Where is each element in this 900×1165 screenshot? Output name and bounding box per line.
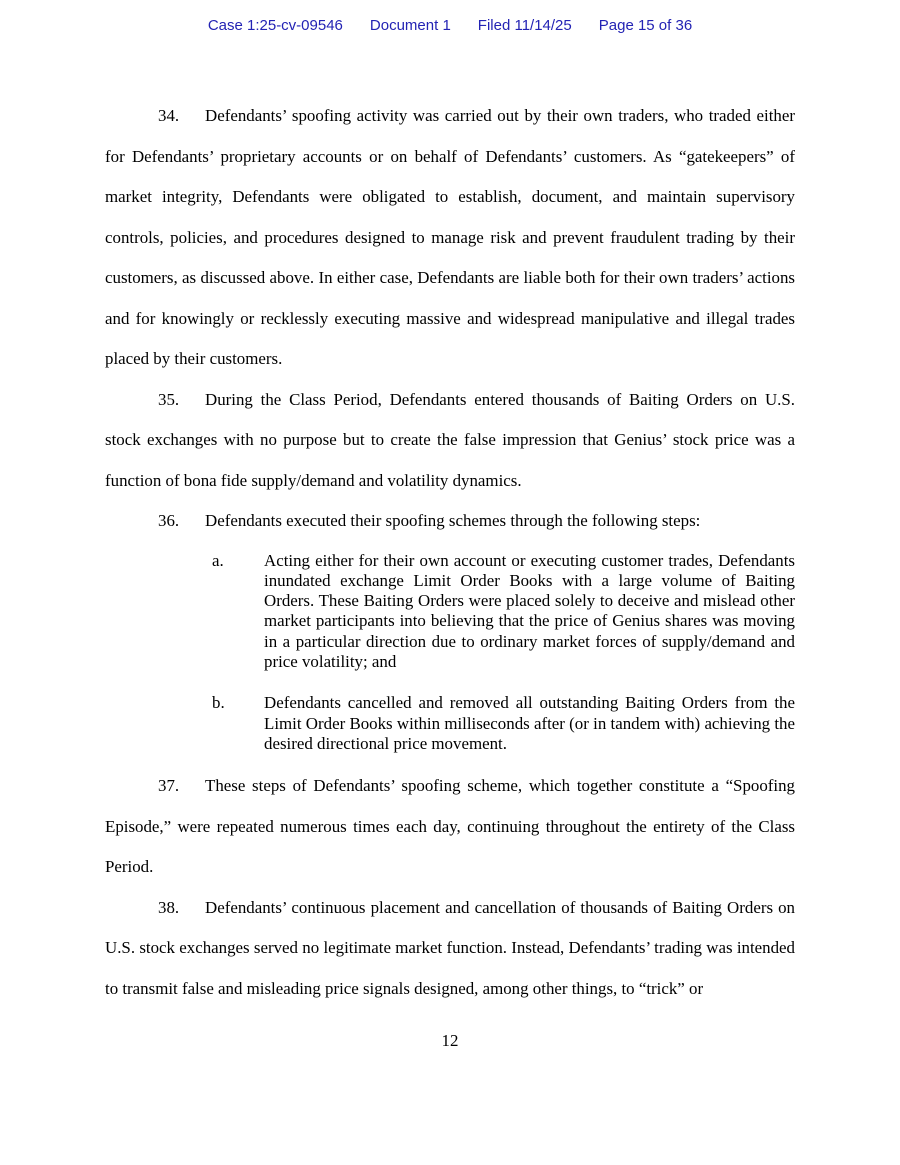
paragraph-35-text: During the Class Period, Defendants entered thousands of Baiting Orders on U.S. stock exchanges with no purpose but to create the false impression that Genius’ stock price was a function of bona fide supply/demand and volatility dynamics. <box>105 389 795 490</box>
sub-item-b <box>212 693 795 754</box>
paragraph-35-number: 35. <box>158 389 180 409</box>
paragraph-37-text: These steps of Defendants’ spoofing scheme, which together constitute a “Spoofing Episode,” were repeated numerous times each day, continuing throughout the entirety of the Class Period. <box>105 776 795 877</box>
paragraph-37-number: 37. <box>158 776 180 796</box>
filed-date: Filed 11/14/25 <box>477 17 572 34</box>
paragraph-34-number: 34. <box>158 106 180 125</box>
court-stamp-header <box>0 17 900 34</box>
document-number: Document 1 <box>369 17 451 34</box>
sub-item-b-text: Defendants cancelled and removed all outstanding Baiting Orders from the Limit Order Books within milliseconds after (or in tandem with) achieving the desired directional price movement. <box>264 693 795 753</box>
paragraph-36-text: Defendants executed their spoofing schemes through the following steps: <box>205 511 701 530</box>
sub-item-b-letter: b. <box>212 693 225 713</box>
sub-item-a-text: Acting either for their own account or executing customer trades, Defendants inundated exchange Limit Order Books with a large volume of Baiting Orders. These Baiting Orders were placed solely to deceive and mislead other market participants into believing that the price of Genius shares was moving in a particular direction due to ordinary market forces of supply/demand and price volatility; and <box>264 550 795 671</box>
paragraph-36-number: 36. <box>158 511 180 530</box>
page-of-pages: Page 15 of 36 <box>598 17 693 34</box>
paragraph-34 <box>105 96 795 380</box>
paragraph-38 <box>105 888 795 1010</box>
paragraph-36 <box>105 501 795 542</box>
paragraph-38-text: Defendants’ continuous placement and cancellation of thousands of Baiting Orders on U.S. stock exchanges served no legitimate market function. Instead, Defendants’ trading was intended to transmit false and misleading price signals designed, among other things, to “trick” or <box>105 897 795 998</box>
paragraph-34-text: Defendants’ spoofing activity was carried out by their own traders, who traded either for Defendants’ proprietary accounts or on behalf of Defendants’ customers. As “gatekeepers” of market integrity, Defendants were obligated to establish, document, and maintain supervisory controls, policies, and procedures designed to manage risk and prevent fraudulent trading by their customers, as discussed above. In either case, Defendants are liable both for their own traders’ actions and for knowingly or recklessly executing massive and widespread manipulative and illegal trades placed by their customers. <box>105 106 795 368</box>
sub-item-a-letter: a. <box>212 550 224 570</box>
paragraph-38-number: 38. <box>158 897 180 917</box>
case-number: Case 1:25-cv-09546 <box>207 17 343 34</box>
page-number: 12 <box>441 1031 459 1050</box>
document-body <box>105 96 795 1009</box>
sub-item-a <box>212 551 795 673</box>
paragraph-37 <box>105 766 795 888</box>
paragraph-35 <box>105 380 795 502</box>
